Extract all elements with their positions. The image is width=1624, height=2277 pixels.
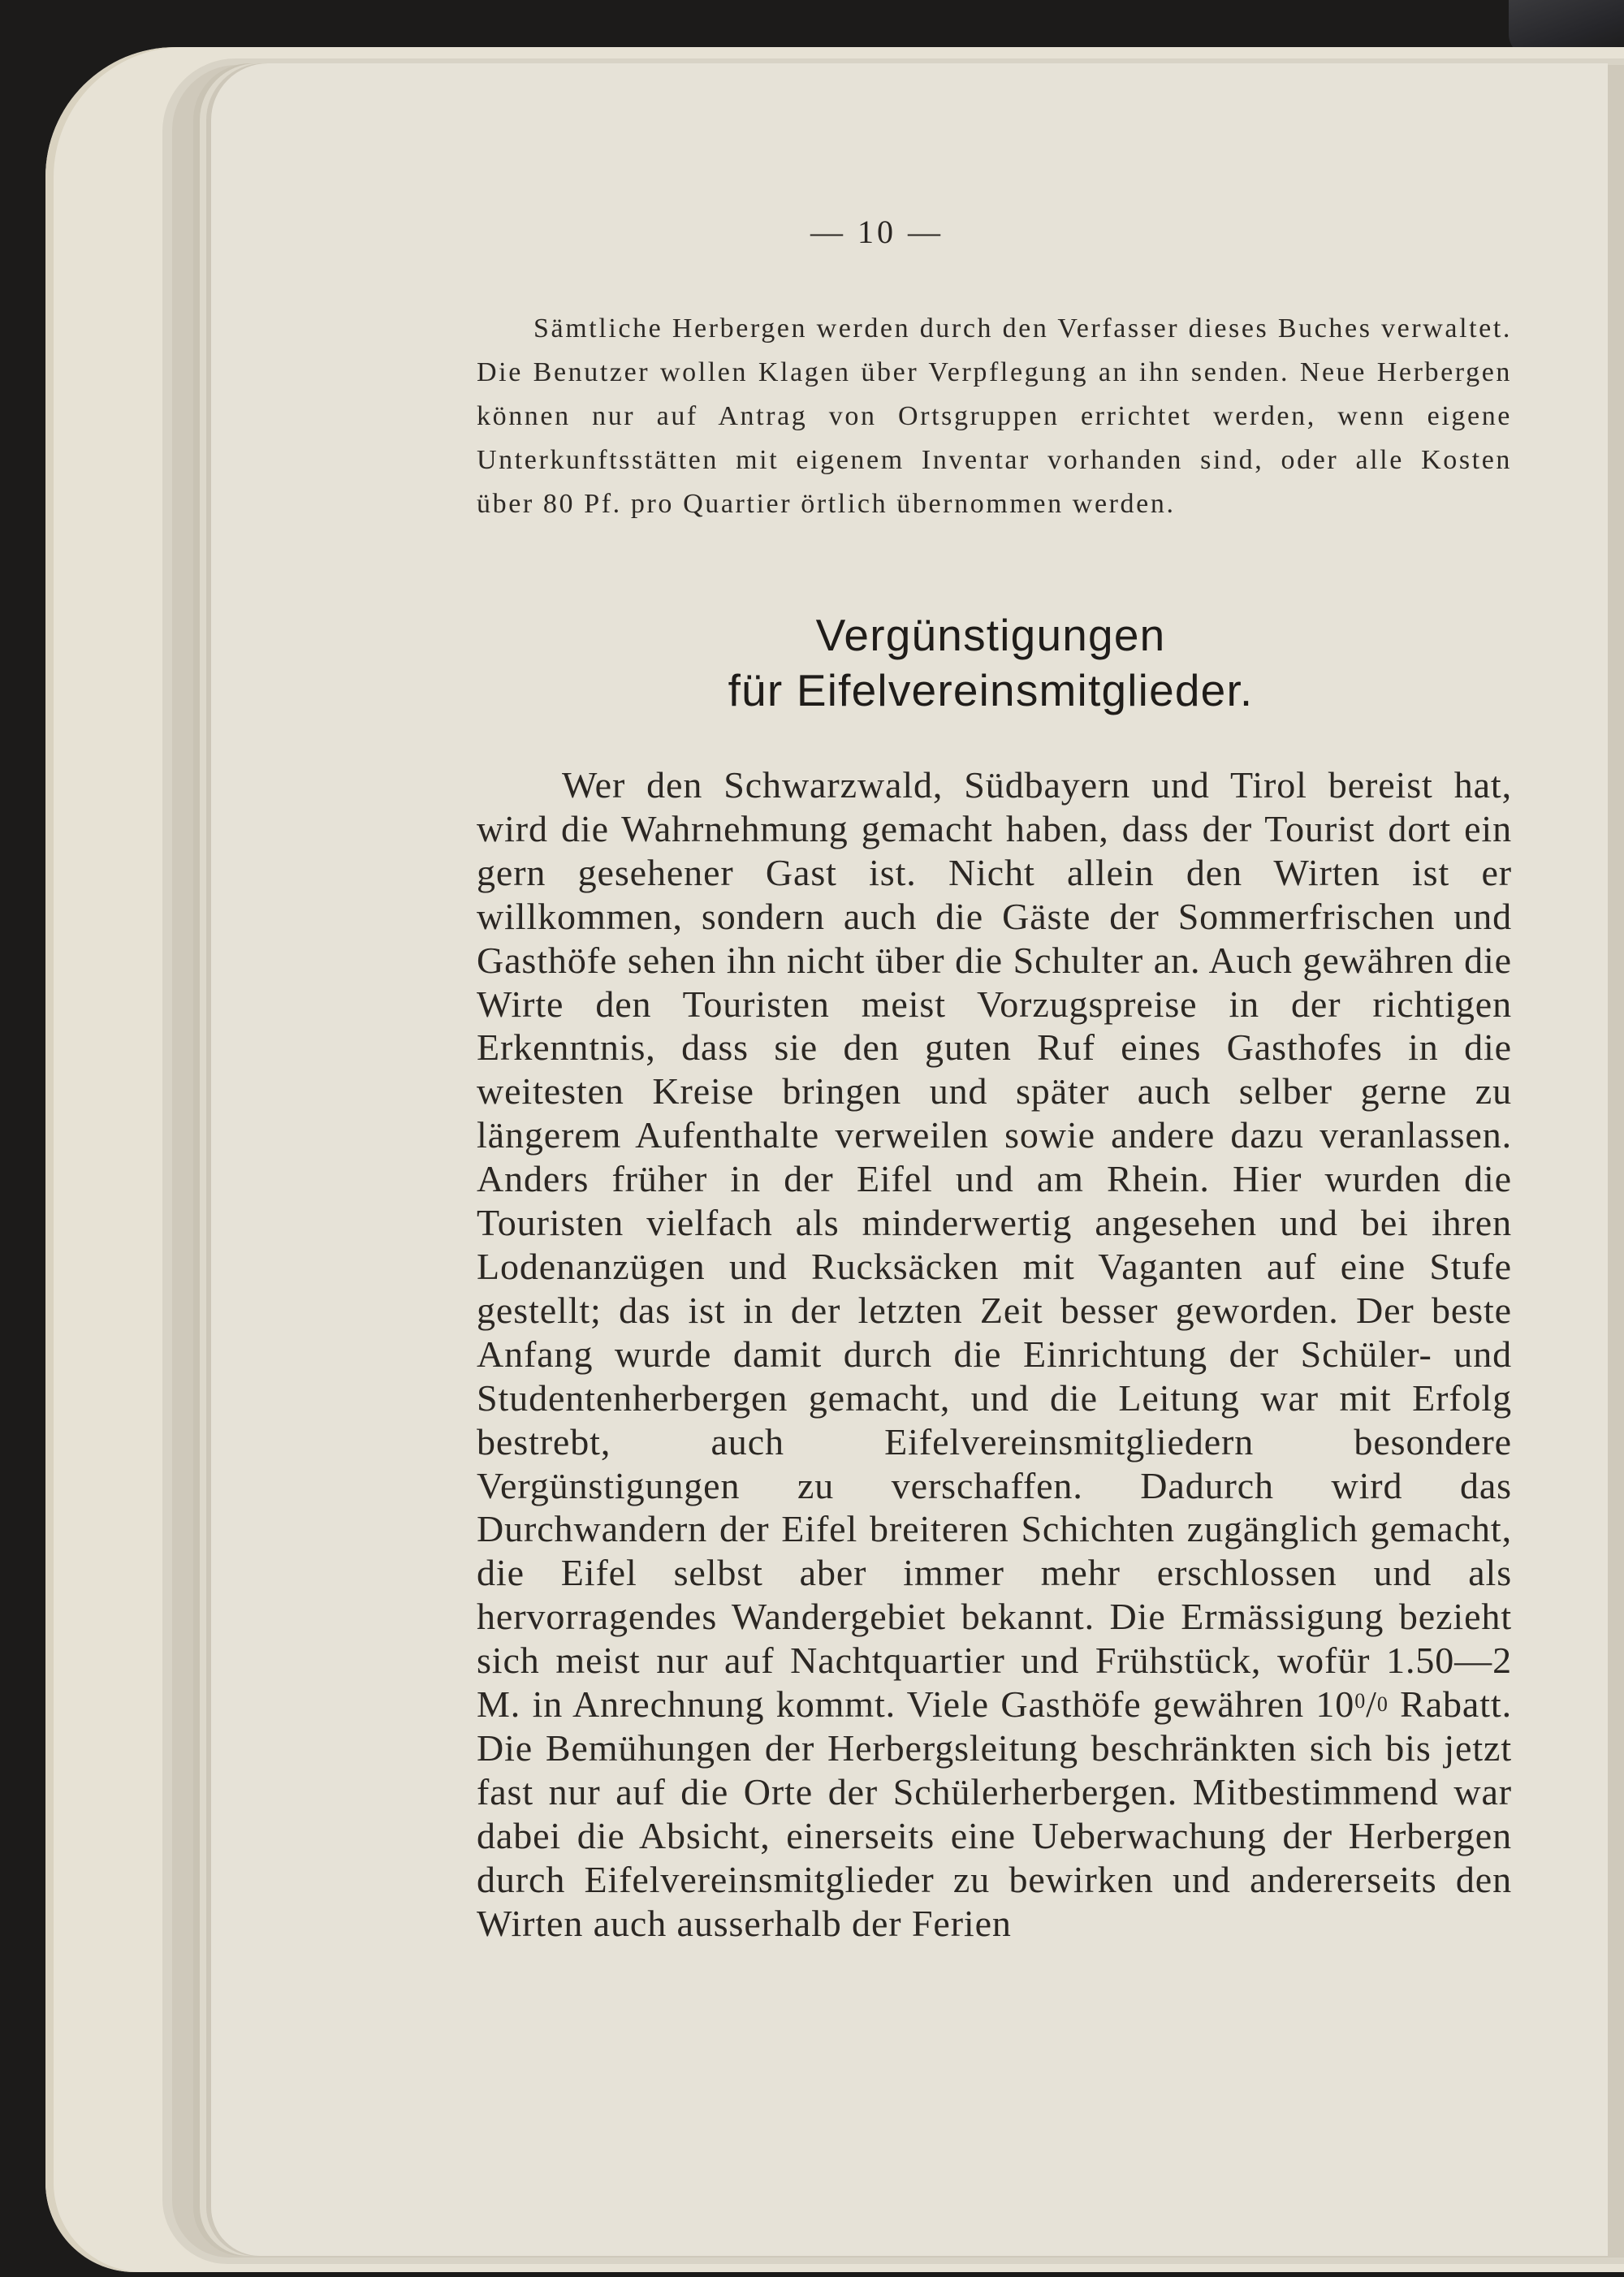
heading-line-1: Vergünstigungen [815,610,1166,660]
percent-slash: / [1366,1683,1377,1726]
percent-sub: 0 [1376,1692,1389,1717]
main-paragraph [477,763,1512,1945]
main-paragraph-text-1: Wer den Schwarzwald, Südbayern und Tirol bereist hat, wird die Wahrnehmung gemacht haben, dass der Tourist dort ein gern gesehener Gast ist. Nicht allein den Wirten ist er willkommen, sondern auch die Gäste der Sommerfrischen und Gasthöfe sehen ihn nicht über die Schulter an. Auch gewähren die Wirte den Touristen meist Vorzugspreise in der richtigen Erkenntnis, dass sie den guten Ruf eines Gasthofes in die weitesten Kreise bringen und später auch selber gerne zu längerem Aufenthalte verweilen sowie andere dazu veranlassen. Anders früher in der Eifel und am Rhein. Hier wurden die Touristen vielfach als minderwertig angesehen und bei ihren Lodenanzügen und Rucksäcken mit Vaganten auf eine Stufe gestellt; das ist in der letzten Zeit besser geworden. Der beste Anfang wurde damit durch die Einrichtung der Schüler- und Studentenherbergen gemacht, und die Leitung war mit Erfolg bestrebt, auch Eifelvereinsmitgliedern besondere Vergünstigungen zu verschaffen. Dadurch wird das Durchwandern der Eifel breiteren Schichten zugänglich gemacht, die Eifel selbst aber immer mehr erschlossen und als hervorragendes Wandergebiet bekannt. Die Ermässigung bezieht sich meist nur auf Nachtquartier und Frühstück, wofür 1.50—2 M. in Anrechnung kommt. Viele Gasthöfe gewähren 10 [477,764,1512,1726]
intro-paragraph: Sämtliche Herbergen werden durch den Verfasser dieses Buches verwaltet. Die Benutzer wollen Klagen über Verpflegung an ihn senden. Neue Herbergen können nur auf Antrag von Ortsgruppen errichtet werden, wenn eigene Unterkunftsstätten mit eigenem Inventar vorhanden sind, oder alle Kosten über 80 Pf. pro Quartier örtlich übernommen werden. [477,313,1512,519]
heading-line-2: für Eifelvereinsmitglieder. [728,665,1254,715]
percent-sup: 0 [1354,1689,1367,1713]
main-paragraph-text-2: Rabatt. Die Bemühungen der Herbergsleitung beschränkten sich bis jetzt fast nur auf die Orte der Schülerherbergen. Mitbestimmend war dabei die Absicht, einerseits eine Ueberwachung der Herbergen durch Eifelvereinsmitglieder zu bewirken und andererseits den Wirten auch ausserhalb der Ferien [477,1683,1512,1944]
page-number: — 10 — [810,214,944,250]
section-heading [455,607,1527,718]
